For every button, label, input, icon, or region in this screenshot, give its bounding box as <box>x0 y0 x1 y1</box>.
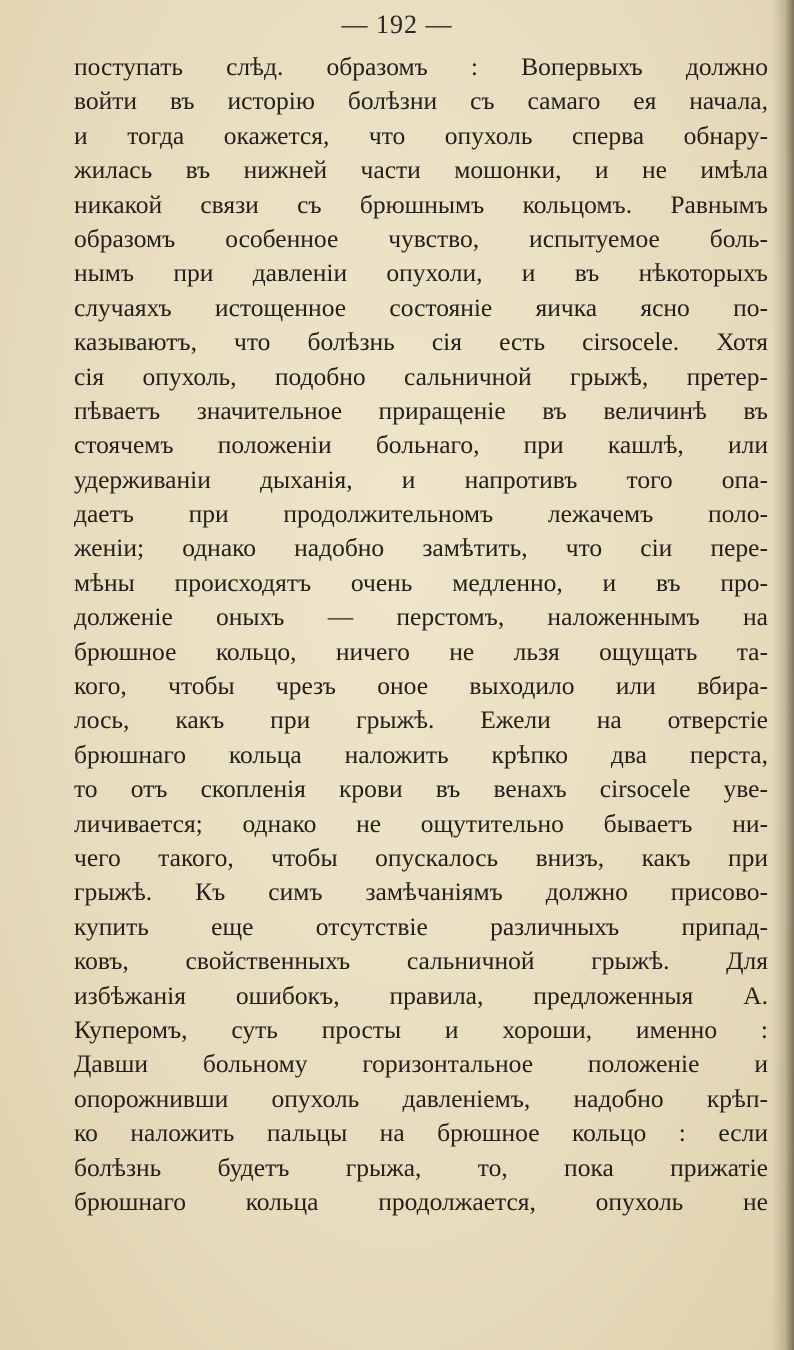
text-line: образомъ особенное чувство, испытуемое боль- <box>74 223 768 253</box>
text-line: купить еще отсутствіе различныхъ припад- <box>74 911 768 941</box>
page-number: — 192 — <box>341 10 453 39</box>
text-line: казываютъ, что болѣзнь сія есть cirsocele. Хотя <box>74 327 768 357</box>
text-line: лось, какъ при грыжѣ. Ежели на отверстіе <box>74 705 768 735</box>
text-line: даетъ при продолжительномъ лежачемъ поло- <box>74 499 768 529</box>
page-edge-shadow <box>772 0 794 1350</box>
text-line: жилась въ нижней части мошонки, и не имѣла <box>74 155 768 185</box>
text-line: брюшнаго кольца наложить крѣпко два перста, <box>74 739 768 769</box>
text-line: грыжѣ. Къ симъ замѣчаніямъ должно присово- <box>74 877 768 907</box>
page-body-text <box>74 50 768 1219</box>
text-line: личивается; однако не ощутительно бываетъ ни- <box>74 808 768 838</box>
text-line: нымъ при давленіи опухоли, и въ нѣкоторыхъ <box>74 258 768 288</box>
text-line: долженіе оныхъ — перстомъ, наложеннымъ на <box>74 602 768 632</box>
text-line: болѣзнь будетъ грыжа, то, пока прижатіе <box>74 1152 768 1182</box>
text-line: то отъ скопленія крови въ венахъ cirsocele уве- <box>74 774 768 804</box>
text-line: опорожнивши опухоль давленіемъ, надобно крѣп- <box>74 1083 768 1113</box>
text-line: и тогда окажется, что опухоль сперва обнару- <box>74 120 768 150</box>
text-line: брюшное кольцо, ничего не льзя ощущать та- <box>74 636 768 666</box>
text-line: кого, чтобы чрезъ оное выходило или вбира- <box>74 671 768 701</box>
text-line: Куперомъ, суть просты и хороши, именно : <box>74 1014 768 1044</box>
text-line: сія опухоль, подобно сальничной грыжѣ, претер- <box>74 361 768 391</box>
text-line: брюшнаго кольца продолжается, опухоль не <box>74 1186 768 1216</box>
text-line: ко наложить пальцы на брюшное кольцо : если <box>74 1118 768 1148</box>
text-line: избѣжанія ошибокъ, правила, предложенныя А. <box>74 980 768 1010</box>
text-line: пѣваетъ значительное приращеніе въ величинѣ въ <box>74 395 768 425</box>
text-line: мѣны происходятъ очень медленно, и въ про- <box>74 567 768 597</box>
text-line: стоячемъ положеніи больнаго, при кашлѣ, или <box>74 430 768 460</box>
text-line: чего такого, чтобы опускалось внизъ, какъ при <box>74 842 768 872</box>
text-line: Давши больному горизонтальное положеніе и <box>74 1049 768 1079</box>
text-line: поступать слѣд. образомъ : Вопервыхъ должно <box>74 52 768 81</box>
text-line: женіи; однако надобно замѣтить, что сіи пере- <box>74 533 768 563</box>
text-line: войти въ исторію болѣзни съ самаго ея начала, <box>74 86 768 116</box>
text-line: ковъ, свойственныхъ сальничной грыжѣ. Для <box>74 946 768 976</box>
text-line: никакой связи съ брюшнымъ кольцомъ. Равнымъ <box>74 189 768 219</box>
text-line: случаяхъ истощенное состояніе яичка ясно по- <box>74 292 768 322</box>
text-line: удерживаніи дыханія, и напротивъ того опа- <box>74 464 768 494</box>
